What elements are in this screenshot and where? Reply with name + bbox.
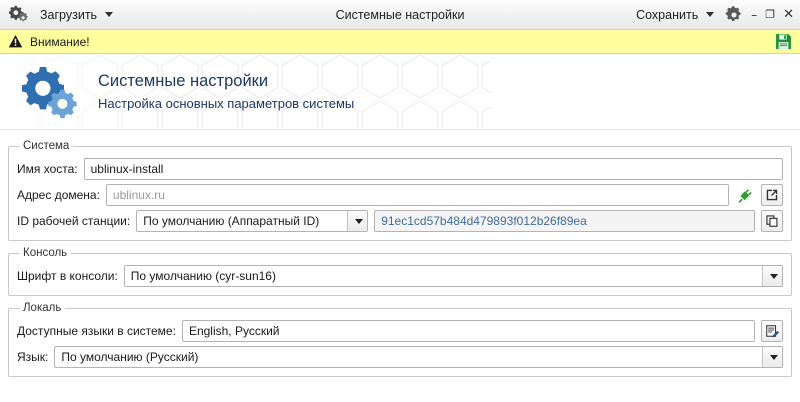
row-hostname <box>17 158 783 180</box>
title-bar <box>0 0 800 30</box>
minimize-button[interactable]: – <box>751 7 758 22</box>
list-edit-icon[interactable] <box>761 320 783 342</box>
language-selected: По умолчанию (Русский) <box>61 350 199 364</box>
group-system-legend: Система <box>23 140 70 152</box>
domain-input[interactable] <box>106 184 729 206</box>
workstation-id-value-field <box>374 210 755 232</box>
row-console-font <box>17 265 783 287</box>
banner-text-block <box>98 70 354 113</box>
row-available-languages <box>17 320 783 342</box>
banner <box>0 54 800 130</box>
row-domain <box>17 184 783 206</box>
bottom-strip <box>0 377 800 383</box>
group-console <box>8 247 792 296</box>
language-select[interactable] <box>54 346 783 368</box>
load-menu-label: Загрузить <box>40 7 98 22</box>
load-menu-button[interactable] <box>37 6 116 24</box>
warning-text: Внимание! <box>30 34 90 49</box>
group-system <box>8 140 792 241</box>
gear-icon[interactable] <box>725 6 743 24</box>
copy-icon[interactable] <box>761 210 783 232</box>
group-locale-legend: Локаль <box>23 302 62 314</box>
group-console-legend: Консоль <box>23 247 68 259</box>
domain-placeholder: ublinux.ru <box>112 188 165 202</box>
banner-subtitle: Настройка основных параметров системы <box>98 96 355 112</box>
titlebar-right-group <box>633 6 800 24</box>
hostname-label: Имя хоста: <box>17 162 78 176</box>
save-menu-button[interactable] <box>633 6 717 24</box>
hostname-value: ublinux-install <box>90 162 164 176</box>
chevron-down-icon[interactable] <box>762 347 782 367</box>
power-plug-icon[interactable] <box>735 187 755 204</box>
workstation-id-selected: По умолчанию (Аппаратный ID) <box>143 214 320 228</box>
console-font-select[interactable] <box>124 265 783 287</box>
chevron-down-icon <box>706 12 714 17</box>
warning-bar <box>0 30 800 54</box>
domain-label: Адрес домена: <box>17 188 100 202</box>
workstation-id-select[interactable] <box>136 210 368 232</box>
row-workstation-id <box>17 210 783 232</box>
close-button[interactable]: ✕ <box>783 7 794 22</box>
gears-icon <box>8 2 30 27</box>
console-font-selected: По умолчанию (cyr-sun16) <box>130 269 276 283</box>
workstation-id-value: 91ec1cd57b484d479893f012b26f89ea <box>381 214 587 228</box>
chevron-down-icon[interactable] <box>347 211 367 231</box>
available-languages-value: English, Русский <box>188 324 280 338</box>
chevron-down-icon <box>105 12 113 17</box>
available-languages-input[interactable] <box>182 320 755 342</box>
group-locale <box>8 302 792 377</box>
gears-logo-icon <box>16 63 88 121</box>
external-link-icon[interactable] <box>761 184 783 206</box>
available-languages-label: Доступные языки в системе: <box>17 324 176 338</box>
hostname-input[interactable] <box>84 158 783 180</box>
save-menu-label: Сохранить <box>636 7 699 22</box>
row-language <box>17 346 783 368</box>
workstation-id-label: ID рабочей станции: <box>17 214 131 228</box>
maximize-button[interactable]: ❐ <box>765 8 776 21</box>
banner-title: Системные настройки <box>98 72 269 91</box>
settings-form <box>0 130 800 377</box>
console-font-label: Шрифт в консоли: <box>17 269 118 283</box>
titlebar-left-group <box>0 2 116 27</box>
chevron-down-icon[interactable] <box>762 266 782 286</box>
language-label: Язык: <box>17 350 49 364</box>
window-title: Системные настройки <box>335 7 465 22</box>
warning-triangle-icon <box>8 34 23 49</box>
floppy-save-icon[interactable] <box>775 33 792 50</box>
